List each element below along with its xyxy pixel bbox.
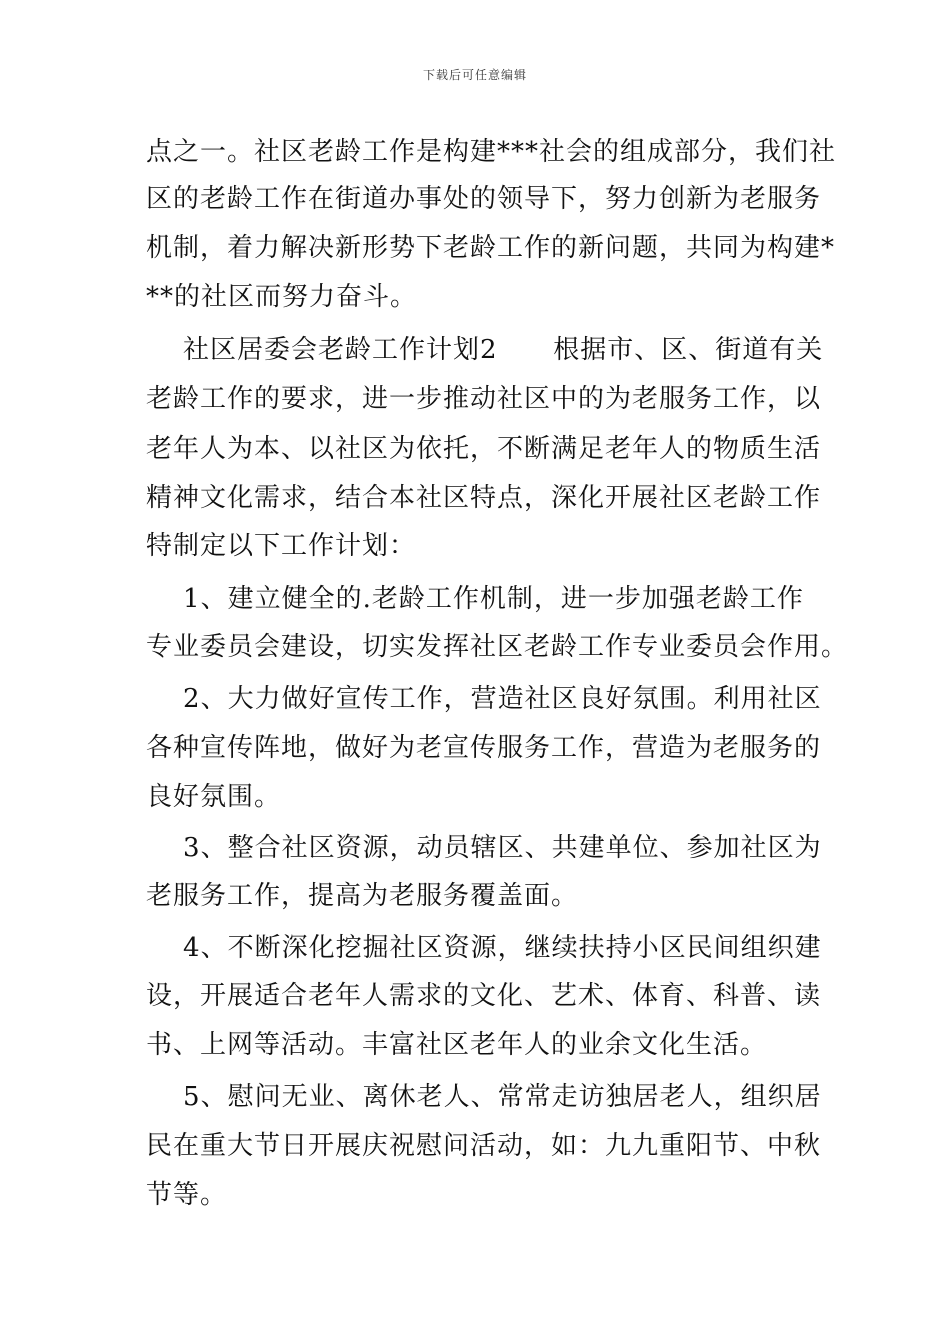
body-line: 机制，着力解决新形势下老龄工作的新问题，共同为构建*: [146, 233, 836, 263]
body-line: 5、慰问无业、离休老人、常常走访独居老人，组织居: [146, 1082, 822, 1112]
body-line: 专业委员会建设，切实发挥社区老龄工作专业委员会作用。: [146, 632, 849, 662]
body-line: 3、整合社区资源，动员辖区、共建单位、参加社区为: [146, 833, 822, 863]
body-line: 节等。: [146, 1180, 228, 1210]
body-line: 设，开展适合老年人需求的文化、艺术、体育、科普、读: [146, 981, 822, 1011]
body-line: 民在重大节日开展庆祝慰问活动，如：九九重阳节、中秋: [146, 1131, 822, 1161]
body-line: 区的老龄工作在街道办事处的领导下，努力创新为老服务: [146, 184, 822, 214]
body-line: 点之一。社区老龄工作是构建***社会的组成部分，我们社: [146, 137, 837, 167]
body-line: 2、大力做好宣传工作，营造社区良好氛围。利用社区: [146, 684, 822, 714]
body-line: 特制定以下工作计划：: [146, 531, 417, 561]
body-line: 4、不断深化挖掘社区资源，继续扶持小区民间组织建: [146, 933, 822, 963]
body-line: 书、上网等活动。丰富社区老年人的业余文化生活。: [146, 1030, 768, 1060]
page-header: 下载后可任意编辑: [422, 68, 527, 82]
body-line: 社区居委会老龄工作计划2 根据市、区、街道有关: [146, 335, 824, 365]
body-line: 各种宣传阵地，做好为老宣传服务工作，营造为老服务的: [146, 733, 822, 763]
body-line: 老年人为本、以社区为依托，不断满足老年人的物质生活: [146, 434, 822, 464]
body-line: 良好氛围。: [146, 782, 282, 812]
body-line: 老龄工作的要求，进一步推动社区中的为老服务工作，以: [146, 384, 822, 414]
body-line: 1、建立健全的.老龄工作机制，进一步加强老龄工作: [146, 584, 804, 614]
body-line: **的社区而努力奋斗。: [146, 282, 418, 312]
body-line: 老服务工作，提高为老服务覆盖面。: [146, 881, 579, 911]
body-line: 精神文化需求，结合本社区特点，深化开展社区老龄工作: [146, 483, 822, 513]
